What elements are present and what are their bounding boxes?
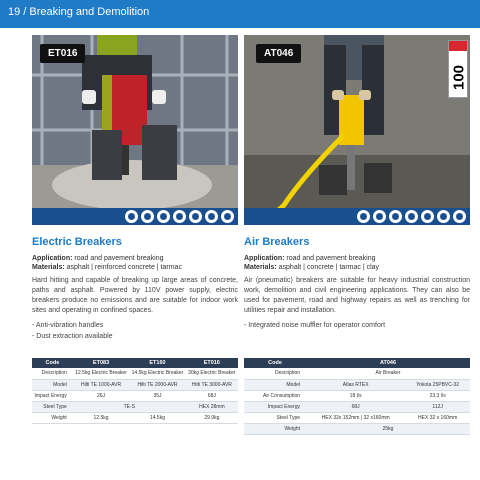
gloves-icon <box>189 210 202 223</box>
gloves-icon <box>421 210 434 223</box>
table-row <box>244 379 470 390</box>
table-row <box>244 368 470 379</box>
table-row <box>244 401 470 412</box>
section-title: Air Breakers <box>244 236 310 248</box>
row-label: Impact Energy <box>244 401 306 412</box>
feature-list <box>244 320 470 331</box>
materials-line <box>244 263 470 272</box>
electric-spec-table <box>32 358 238 424</box>
table-header: AT046 <box>306 358 470 368</box>
ear-defender-icon <box>373 210 386 223</box>
application-label: Application: <box>244 255 285 262</box>
electric-breakers-section <box>32 236 238 342</box>
ear-defender-icon <box>141 210 154 223</box>
table-cell: 26J <box>73 390 129 401</box>
row-label: Description <box>244 368 306 379</box>
feature-item: - Integrated noise muffler for operator comfort <box>244 320 470 331</box>
vibration-icon <box>221 210 234 223</box>
table-cell: 25kg <box>306 423 470 434</box>
page-header <box>0 0 480 28</box>
decibel-value: 100 <box>450 64 468 91</box>
materials-line <box>32 263 238 272</box>
table-header: ET083 <box>73 358 129 368</box>
boots-icon <box>437 210 450 223</box>
decibel-badge <box>448 40 468 98</box>
product-code-tag: ET016 <box>40 44 85 63</box>
table-row <box>32 412 238 423</box>
application-value: road and pavement breaking <box>74 255 164 262</box>
section-description: Hard hitting and capable of breaking up large areas of concrete, paths and asphalt. Powered by 110V power supply, electric breakers produce no emissions and are suitable for indoor work sites and operating in confined spaces. <box>32 277 238 314</box>
table-cell: 30kg Electric Breaker <box>186 368 238 379</box>
row-label: Air Consumption <box>244 390 306 401</box>
table-cell: 18 l/s <box>306 390 405 401</box>
air-breakers-section <box>244 236 470 331</box>
table-cell: Air Breaker <box>306 368 470 379</box>
mask-icon <box>173 210 186 223</box>
table-cell: HEX 32x 152mm | 32 x160mm <box>306 412 405 423</box>
table-cell: 68J <box>306 401 405 412</box>
table-cell: 112J <box>405 401 470 412</box>
table-cell: Atlas RTEX <box>306 379 405 390</box>
air-spec-table <box>244 358 470 435</box>
mask-icon <box>405 210 418 223</box>
table-row <box>32 401 238 412</box>
table-cell: 23.3 l/s <box>405 390 470 401</box>
table-cell: 35J <box>129 390 185 401</box>
product-code-tag: AT046 <box>256 44 301 63</box>
table-cell: 68J <box>186 390 238 401</box>
table-row <box>32 379 238 390</box>
table-cell: 14.5kg <box>129 412 185 423</box>
materials-value: asphalt | reinforced concrete | tarmac <box>66 264 182 271</box>
feature-item: - Anti-vibration handles <box>32 320 238 331</box>
boots-icon <box>205 210 218 223</box>
section-description: Air (pneumatic) breakers are suitable for heavy industrial construction work, demolition and civil engineering applications. They can also be used for pavement, road and highway repairs as well as trenching for utilities repair and installation. <box>244 277 470 314</box>
application-line <box>32 254 238 263</box>
row-label: Model <box>244 379 306 390</box>
goggles-icon <box>157 210 170 223</box>
row-label: Description <box>32 368 73 379</box>
table-cell: HEX 28mm <box>186 401 238 412</box>
table-row <box>32 368 238 379</box>
ppe-icon-strip <box>244 208 470 225</box>
air-breaker-photo <box>244 35 470 225</box>
table-row <box>244 412 470 423</box>
table-cell: Yokota 25PBVC-32 <box>405 379 470 390</box>
vibration-icon <box>453 210 466 223</box>
materials-value: asphalt | concrete | tarmac | clay <box>278 264 380 271</box>
row-label: Steel Type <box>244 412 306 423</box>
table-row <box>244 423 470 434</box>
page-title: 19 / Breaking and Demolition <box>8 6 150 18</box>
table-cell: 29.9kg <box>186 412 238 423</box>
table-cell: TE-S <box>73 401 186 412</box>
materials-label: Materials: <box>244 264 277 271</box>
goggles-icon <box>389 210 402 223</box>
application-value: road and pavement breaking <box>286 255 376 262</box>
row-label: Impact Energy <box>32 390 73 401</box>
helmet-icon <box>357 210 370 223</box>
table-cell: Hilti TE 3000-AVR <box>186 379 238 390</box>
row-label: Model <box>32 379 73 390</box>
table-header: ET160 <box>129 358 185 368</box>
electric-breaker-photo <box>32 35 238 225</box>
table-header: Code <box>244 358 306 368</box>
materials-label: Materials: <box>32 264 65 271</box>
application-label: Application: <box>32 255 73 262</box>
table-cell: 12.5kg Electric Breaker <box>73 368 129 379</box>
section-title: Electric Breakers <box>32 236 122 248</box>
table-header: ET016 <box>186 358 238 368</box>
row-label: Weight <box>244 423 306 434</box>
row-label: Weight <box>32 412 73 423</box>
table-row <box>32 390 238 401</box>
ppe-icon-strip <box>32 208 238 225</box>
table-cell: 12.5kg <box>73 412 129 423</box>
feature-list <box>32 320 238 342</box>
table-cell: Hilti TE 1000-AVR <box>73 379 129 390</box>
table-row <box>244 390 470 401</box>
table-cell: 14.5kg Electric Breaker <box>129 368 185 379</box>
table-header: Code <box>32 358 73 368</box>
table-cell: Hilti TE 2000-AVR <box>129 379 185 390</box>
application-line <box>244 254 470 263</box>
row-label: Steel Type <box>32 401 73 412</box>
helmet-icon <box>125 210 138 223</box>
table-cell: HEX 32 x 160mm <box>405 412 470 423</box>
feature-item: - Dust extraction available <box>32 331 238 342</box>
